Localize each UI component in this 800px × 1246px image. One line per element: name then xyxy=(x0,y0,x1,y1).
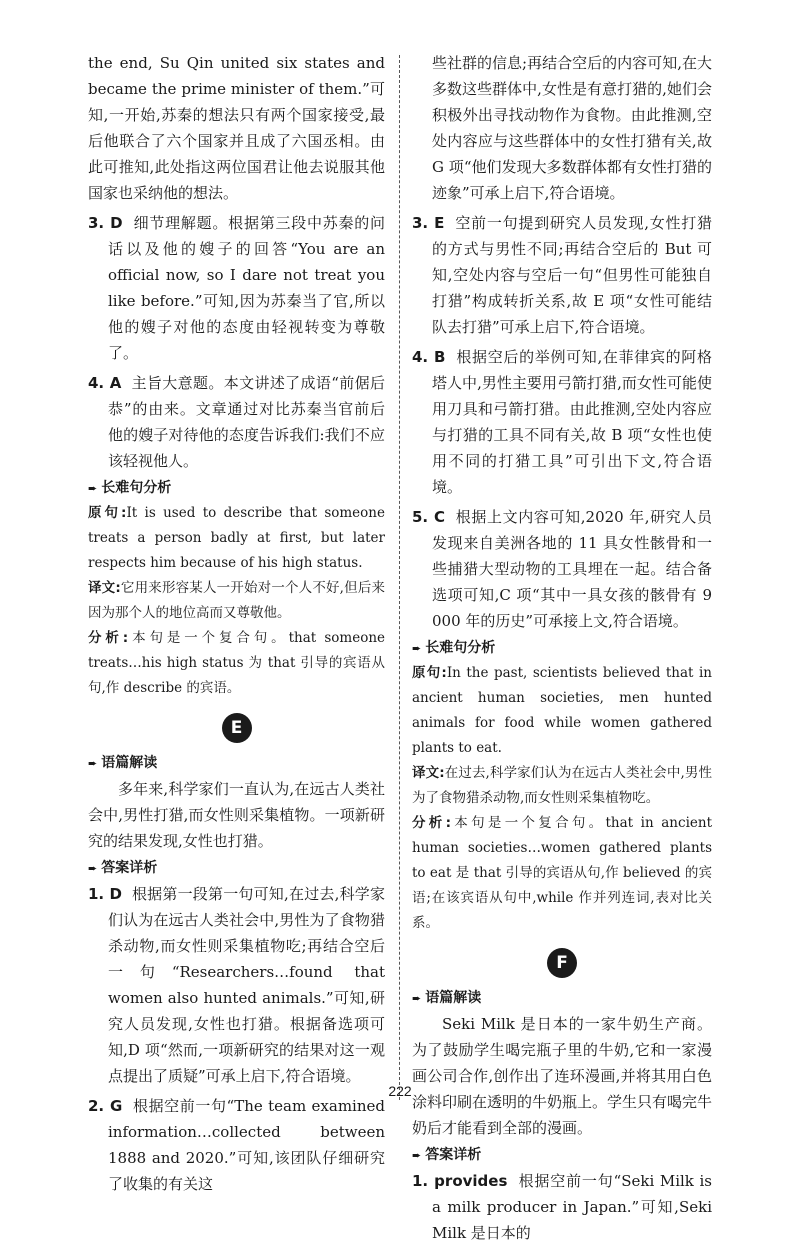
continued-text: 些社群的信息;再结合空后的内容可知,在大多数这些群体中,女性是有意打猎的,她们会积极外出寻找动物作为食物。由此推测,空处内容应与这些群体中的女性打猎有关,故 G 项“他们发现大多数群体都有女性打猎的迹象”可承上启下,符合语境。 xyxy=(432,54,712,202)
answers-heading: ➨ 答案详析 xyxy=(88,856,385,881)
arrow-icon: ➨ xyxy=(412,642,422,655)
original-sentence: 原句:In the past, scientists believed that in ancient human societies, men hunted animals for food while women gathered plants to eat. xyxy=(412,665,712,756)
passage-heading: ➨ 语篇解读 xyxy=(412,986,712,1011)
left-column xyxy=(88,50,385,1197)
arrow-icon: ➨ xyxy=(88,862,98,875)
answer-item-1: 1. provides 根据空前一句“Seki Milk is a milk producer in Japan.”可知,Seki Milk 是日本的 xyxy=(412,1172,712,1242)
page-number: 222 xyxy=(388,1083,412,1099)
translation: 译文:它用来形容某人一开始对一个人不好,但后来因为那个人的地位高而又尊敬他。 xyxy=(88,580,385,621)
arrow-icon: ➨ xyxy=(412,1149,422,1162)
answer-item-1: 1. D 根据第一段第一句可知,在过去,科学家们认为在远古人类社会中,男性为了食物猎杀动物,而女性则采集植物吃;再结合空后一句“Researchers…found that women also hunted animals.”可知,研究人员发现,女性也打猎。根据备选项可知,D 项“然而,一项新研究的结果对这一观点提出了质疑”可承上启下,符合语境。 xyxy=(88,885,385,1085)
passage-summary: Seki Milk 是日本的一家牛奶生产商。为了鼓励学生喝完瓶子里的牛奶,它和一家漫画公司合作,创作出了连环漫画,并将其用白色涂料印刷在透明的牛奶瓶上。学生只有喝完牛奶后才能看到全部的漫画。 xyxy=(412,1015,713,1137)
answer-item-2: 2. G 根据空前一句“The team examined information…collected between 1888 and 2020.”可知,该团队仔细研究了收集的有关这 xyxy=(88,1097,385,1193)
section-badge-f: F xyxy=(547,948,577,978)
analysis: 分析:本句是一个复合句。that in ancient human societies…women gathered plants to eat 是 that 引导的宾语从句,作 believed 的宾语;在该宾语从句中,while 作并列连词,表对比关系。 xyxy=(412,815,712,931)
arrow-icon: ➨ xyxy=(88,482,98,495)
arrow-icon: ➨ xyxy=(412,992,422,1005)
long-sentence-heading: ➨ 长难句分析 xyxy=(412,636,712,661)
passage-heading: ➨ 语篇解读 xyxy=(88,751,385,776)
answer-item-4: 4. A 主旨大意题。本文讲述了成语“前倨后恭”的由来。文章通过对比苏秦当官前后他的嫂子对待他的态度告诉我们:我们不应该轻视他人。 xyxy=(88,374,386,470)
section-badge-wrap xyxy=(88,713,385,743)
long-sentence-heading: ➨ 长难句分析 xyxy=(88,476,385,501)
passage-summary: 多年来,科学家们一直认为,在远古人类社会中,男性打猎,而女性则采集植物。一项新研究的结果发现,女性也打猎。 xyxy=(88,780,385,850)
answer-item-5: 5. C 根据上文内容可知,2020 年,研究人员发现来自美洲各地的 11 具女性骸骨和一些捕猎大型动物的工具埋在一起。结合备选项可知,C 项“其中一具女孩的骸骨有 9 000 年的历史”可承接上文,符合语境。 xyxy=(412,508,713,630)
continued-text: the end, Su Qin united six states and became the prime minister of them.”可知,一开始,苏秦的想法只有两个国家接受,最后他联合了六个国家并且成了六国丞相。由此可推知,此处指这两位国君让他去说服其他国家也采纳他的想法。 xyxy=(88,54,385,202)
original-sentence: 原句:It is used to describe that someone treats a person badly at first, but later respects him because of his high status. xyxy=(88,505,385,571)
right-column xyxy=(412,50,712,1246)
section-badge-e: E xyxy=(222,713,252,743)
answer-item-3: 3. D 细节理解题。根据第三段中苏秦的问话以及他的嫂子的回答“You are an official now, so I dare not treat you like before.”可知,因为苏秦当了官,所以他的嫂子对他的态度由轻视转变为尊敬了。 xyxy=(88,214,385,362)
arrow-icon: ➨ xyxy=(88,757,98,770)
answer-item-4: 4. B 根据空后的举例可知,在菲律宾的阿格塔人中,男性主要用弓箭打猎,而女性可能使用刀具和弓箭打猎。由此推测,空处内容应与打猎的工具不同有关,故 B 项“女性也使用不同的打猎工具”可引出下文,符合语境。 xyxy=(412,348,712,496)
analysis: 分析:本句是一个复合句。that someone treats…his high status 为 that 引导的宾语从句,作 describe 的宾语。 xyxy=(88,630,385,696)
section-badge-wrap xyxy=(412,948,712,978)
column-divider xyxy=(399,55,400,1100)
answer-item-3: 3. E 空前一句提到研究人员发现,女性打猎的方式与男性不同;再结合空后的 But 可知,空处内容与空后一句“但男性可能独自打猎”构成转折关系,故 E 项“女性可能结队去打猎”可承上启下,符合语境。 xyxy=(412,214,713,336)
translation: 译文:在过去,科学家们认为在远古人类社会中,男性为了食物猎杀动物,而女性则采集植物吃。 xyxy=(412,765,712,806)
answers-heading: ➨ 答案详析 xyxy=(412,1143,712,1168)
